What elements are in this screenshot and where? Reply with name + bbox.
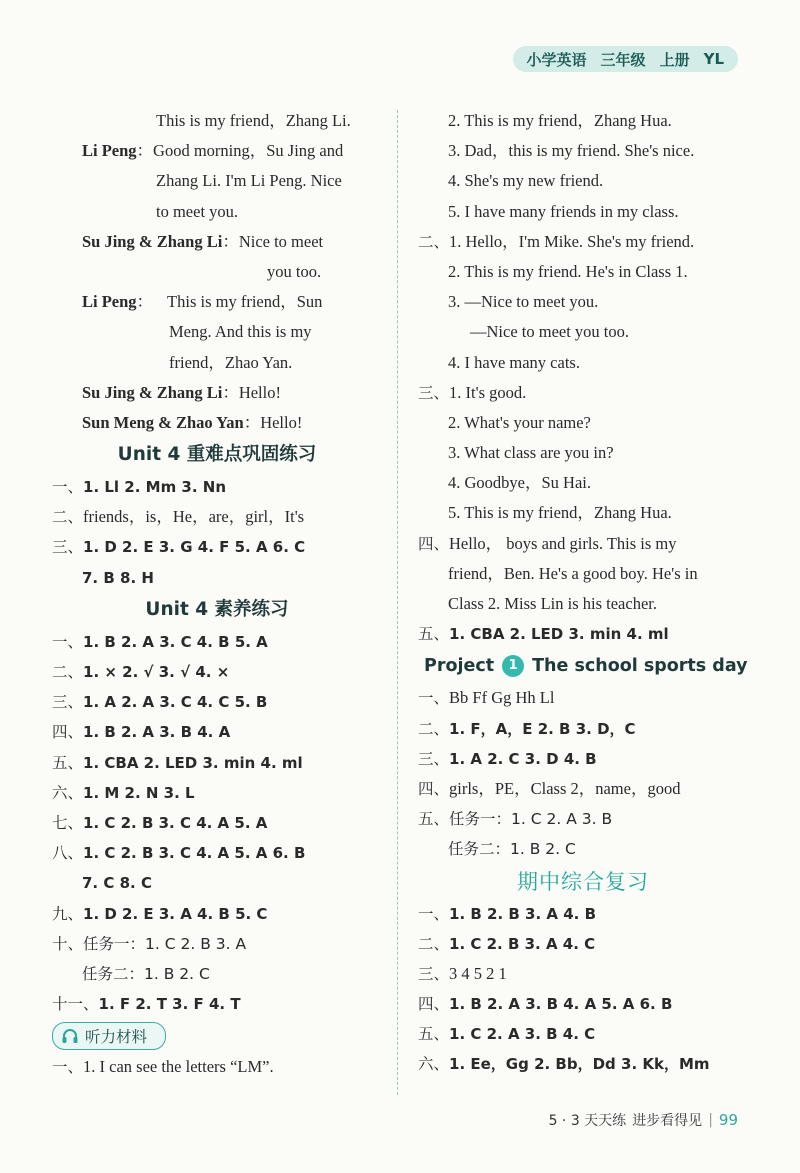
header-subject: 小学英语	[526, 50, 587, 69]
dialogue-text: Hello!	[260, 412, 303, 432]
speaker-name: Su Jing & Zhang Li	[82, 231, 223, 251]
listening-line: —Nice to meet you too.	[470, 322, 630, 342]
answer-row: 二、friends，is，He，are，girl，It's	[52, 507, 305, 527]
answer-row: 七、1. C 2. B 3. C 4. A 5. A	[52, 813, 268, 832]
answer-row: 一、Bb Ff Gg Hh Ll	[418, 688, 555, 708]
dialogue-line: Meng. And this is my	[169, 322, 312, 342]
listening-line: friend，Ben. He's a good boy. He's in	[448, 563, 698, 583]
answer-row: 一、1. Ll 2. Mm 3. Nn	[52, 478, 227, 497]
listening-line: 2. This is my friend. He's in Class 1.	[448, 261, 688, 281]
speaker-name: Li Peng	[82, 141, 137, 161]
answer-row: 7. B 8. H	[82, 568, 154, 587]
answer-row: 三、1. A 2. C 3. D 4. B	[418, 749, 597, 768]
answer-row: 五、任务一：1. C 2. A 3. B	[418, 810, 613, 829]
listening-line: 3. —Nice to meet you.	[448, 292, 599, 312]
answer-row: 四、1. B 2. A 3. B 4. A 5. A 6. B	[418, 995, 673, 1014]
answer-row: 任务二：1. B 2. C	[82, 964, 210, 983]
answer-row: 7. C 8. C	[82, 874, 152, 893]
listening-line: 3. Dad，this is my friend. She's nice.	[448, 141, 695, 161]
answer-row: 二、1. × 2. √ 3. √ 4. ×	[52, 663, 230, 681]
speaker-name: Li Peng	[82, 292, 137, 312]
listening-line: 五、1. CBA 2. LED 3. min 4. ml	[418, 625, 669, 644]
dialogue-text: Good morning，Su Jing and	[153, 141, 344, 161]
footer-separator: |	[708, 1112, 713, 1128]
listening-line: 5. I have many friends in my class.	[448, 201, 679, 221]
answer-row: 六、1. Ee，Gg 2. Bb，Dd 3. Kk，Mm	[418, 1055, 710, 1074]
listening-line: 4. I have many cats.	[448, 352, 580, 372]
section-title-midterm-review: 期中综合复习	[517, 869, 649, 894]
answer-row: 一、1. B 2. B 3. A 4. B	[418, 904, 597, 923]
dialogue-text: Hello!	[238, 382, 281, 402]
listening-line: 二、1. Hello，I'm Mike. She's my friend.	[418, 231, 695, 251]
listening-line: 四、Hello， boys and girls. This is my	[418, 533, 677, 553]
dialogue-line: Su Jing & Zhang Li：Hello!	[82, 382, 281, 402]
dialogue-line: Sun Meng & Zhao Yan：Hello!	[82, 412, 303, 432]
page-number: 99	[718, 1111, 738, 1129]
dialogue-text: Nice to meet	[238, 231, 324, 251]
listening-line: 4. Goodbye，Su Hai.	[448, 473, 591, 493]
answer-row: 二、1. F，A，E 2. B 3. D，C	[418, 719, 636, 738]
listening-line: Class 2. Miss Lin is his teacher.	[448, 594, 657, 613]
listening-line: 5. This is my friend，Zhang Hua.	[448, 503, 672, 523]
footer-brand: 5 · 3 天天练	[548, 1113, 627, 1129]
answer-row: 四、girls，PE，Class 2，name，good	[418, 778, 681, 798]
header-volume: 上册	[659, 50, 690, 69]
answer-row: 任务二：1. B 2. C	[448, 840, 576, 859]
answer-row: 三、1. A 2. A 3. C 4. C 5. B	[52, 693, 268, 712]
listening-line: 2. What's your name?	[448, 412, 591, 432]
dialogue-line: Su Jing & Zhang Li：Nice to meet	[82, 231, 324, 251]
header-edition: YL	[703, 50, 724, 68]
footer-slogan: 进步看得见	[632, 1113, 703, 1129]
right-column	[418, 106, 748, 1080]
listening-line: 3. What class are you in?	[448, 443, 614, 463]
speaker-name: Su Jing & Zhang Li	[82, 382, 223, 402]
answer-row: 五、1. CBA 2. LED 3. min 4. ml	[52, 753, 303, 772]
answer-row: 二、1. C 2. B 3. A 4. C	[418, 934, 596, 953]
dialogue-text: This is my friend，Sun	[167, 292, 323, 312]
listening-line: 三、1. It's good.	[418, 382, 527, 402]
section-title-unit4-literacy: Unit 4 素养练习	[145, 598, 289, 620]
header-pill	[513, 46, 738, 72]
answer-row: 六、1. M 2. N 3. L	[52, 783, 195, 802]
dialogue-line: Li Peng： This is my friend，Sun	[82, 292, 323, 312]
header-grade: 三年级	[600, 50, 646, 69]
answer-row: 一、1. I can see the letters “LM”.	[52, 1057, 274, 1077]
answer-row: 三、3 4 5 2 1	[418, 963, 507, 983]
listening-tag-label: 听力材料	[85, 1028, 148, 1047]
dialogue-line: to meet you.	[156, 201, 239, 221]
column-divider	[397, 110, 398, 1095]
answer-row: 三、1. D 2. E 3. G 4. F 5. A 6. C	[52, 538, 306, 557]
dialogue-line: friend，Zhao Yan.	[169, 352, 293, 372]
speaker-name: Sun Meng & Zhao Yan	[82, 412, 244, 432]
answer-row: 五、1. C 2. A 3. B 4. C	[418, 1025, 596, 1044]
answer-row: 一、1. B 2. A 3. C 4. B 5. A	[52, 632, 268, 651]
answer-row: 四、1. B 2. A 3. B 4. A	[52, 723, 231, 742]
answer-row: 十、任务一：1. C 2. B 3. A	[52, 934, 247, 953]
project-word: Project	[424, 656, 495, 677]
project-number-badge: 1	[502, 655, 524, 677]
page-footer	[549, 1110, 738, 1130]
dialogue-line: Li Peng：Good morning，Su Jing and	[82, 141, 344, 161]
listening-line: 2. This is my friend，Zhang Hua.	[448, 111, 672, 130]
headphones-icon	[61, 1028, 79, 1044]
listening-line: 4. She's my new friend.	[448, 171, 604, 191]
answer-row: 九、1. D 2. E 3. A 4. B 5. C	[52, 904, 268, 923]
project-title	[418, 649, 748, 683]
section-title-unit4-key-points: Unit 4 重难点巩固练习	[117, 444, 317, 466]
dialogue-line: you too.	[267, 261, 322, 281]
project-name: The school sports day	[532, 656, 748, 677]
listening-material-tag	[52, 1022, 166, 1050]
left-column	[52, 106, 382, 1082]
answer-row: 十一、1. F 2. T 3. F 4. T	[52, 995, 241, 1014]
answer-row: 八、1. C 2. B 3. C 4. A 5. A 6. B	[52, 844, 306, 863]
dialogue-line: Zhang Li. I'm Li Peng. Nice	[156, 171, 342, 191]
dialogue-line: This is my friend，Zhang Li.	[156, 111, 351, 130]
